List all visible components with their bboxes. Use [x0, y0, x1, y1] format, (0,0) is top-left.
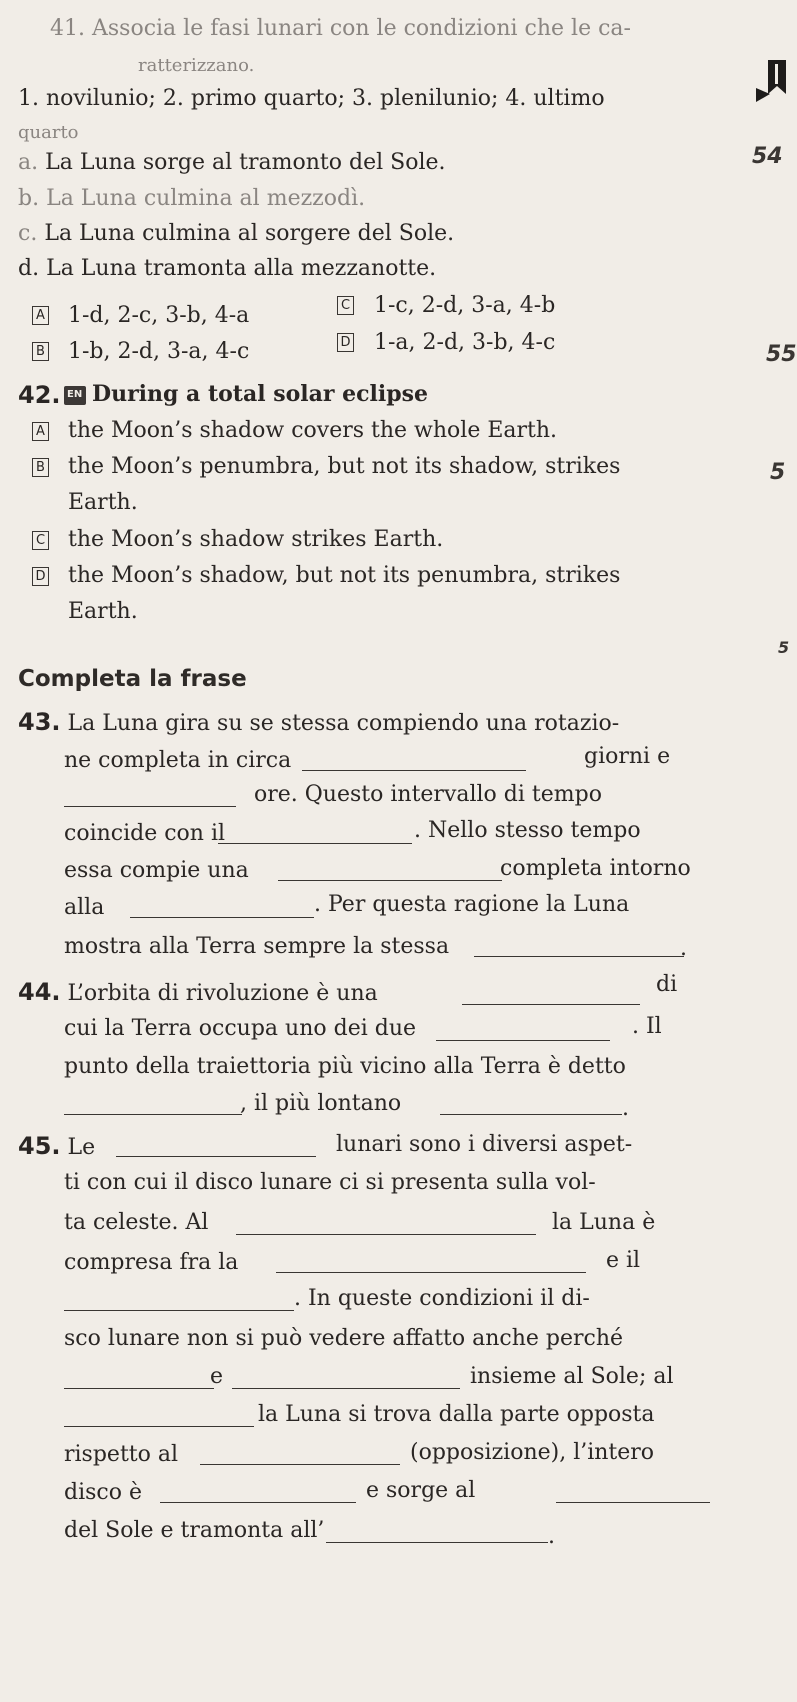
option-box-a[interactable]: A [32, 306, 49, 325]
q42-title: During a total solar eclipse [92, 381, 429, 407]
icon-label: EN [67, 389, 83, 400]
q44-text: L’orbita di rivoluzione è una [67, 981, 378, 1006]
q41-item-d [18, 258, 436, 280]
item-letter: b. [18, 186, 40, 211]
q45-line11a: del Sole e tramonta all’ [64, 1518, 325, 1543]
margin-page-number: 5 [770, 460, 786, 485]
q41-option-c-text: 1-c, 2-d, 3-a, 4-b [374, 293, 556, 318]
q42-option-box-c[interactable]: C [32, 531, 49, 550]
q45-line4a: compresa fra la [64, 1250, 239, 1275]
q43-line2b: giorni e [584, 744, 671, 769]
q42-option-d-line1: the Moon’s shadow, but not its penumbra, strikes [68, 563, 621, 588]
q43-line1 [18, 710, 619, 735]
section-title: Completa la frase [18, 666, 247, 692]
q43-line7a: mostra alla Terra sempre la stessa [64, 934, 450, 959]
blank-field[interactable] [64, 1426, 254, 1427]
q43-line6b: . Per questa ragione la Luna [314, 892, 630, 917]
item-text: La Luna culmina al sorgere del Sole. [44, 221, 455, 246]
q44-line2a: cui la Terra occupa uno dei due [64, 1016, 417, 1041]
margin-page-number: 5 [778, 638, 790, 657]
q42-option-a-text: the Moon’s shadow covers the whole Earth. [68, 418, 558, 443]
q45-line6: sco lunare non si può vedere affatto anche perché [64, 1326, 624, 1351]
q44-number: 44. [18, 978, 61, 1006]
q45-line7b: insieme al Sole; al [470, 1364, 674, 1389]
q41-option-d-text: 1-a, 2-d, 3-b, 4-c [374, 330, 556, 355]
blank-field[interactable] [64, 1388, 214, 1389]
q45-line3a: ta celeste. Al [64, 1210, 209, 1235]
blank-field[interactable] [200, 1464, 400, 1465]
item-letter: d. [18, 256, 40, 281]
triangle-mark-icon [756, 88, 772, 104]
q45-line9b: (opposizione), l’intero [410, 1440, 655, 1465]
q41-intro-line2: ratterizzano. [138, 55, 255, 76]
q41-intro-faded: 41. Associa le fasi lunari con le condizioni che le ca- [50, 16, 631, 41]
q41-phases-line2: quarto [18, 122, 79, 143]
q45-line9a: rispetto al [64, 1442, 179, 1467]
q45-line1a [18, 1134, 95, 1159]
q42-number: 42. [18, 381, 61, 409]
option-box-d[interactable]: D [337, 333, 354, 352]
q45-text: Le [67, 1135, 96, 1160]
q41-option-a-text: 1-d, 2-c, 3-b, 4-a [68, 303, 250, 328]
q43-line5b: completa intorno [500, 856, 691, 881]
blank-field[interactable] [64, 806, 236, 807]
q43-line4a: coincide con il [64, 821, 226, 846]
blank-field[interactable] [130, 917, 314, 918]
q45-line2: ti con cui il disco lunare ci si presenta sulla vol- [64, 1170, 596, 1195]
q44-line2b: . Il [632, 1014, 662, 1039]
q45-line1b: lunari sono i diversi aspet- [336, 1132, 633, 1157]
q45-line8: la Luna si trova dalla parte opposta [258, 1402, 655, 1427]
q43-line5a: essa compie una [64, 858, 249, 883]
blank-field[interactable] [218, 843, 412, 844]
q41-option-b-text: 1-b, 2-d, 3-a, 4-c [68, 339, 250, 364]
blank-field[interactable] [276, 1272, 586, 1273]
q42-option-c-text: the Moon’s shadow strikes Earth. [68, 527, 444, 552]
option-box-c[interactable]: C [337, 296, 354, 315]
q42-option-box-d[interactable]: D [32, 567, 49, 586]
q41-item-b [18, 188, 365, 210]
blank-field[interactable] [236, 1234, 536, 1235]
q43-number: 43. [18, 708, 61, 736]
q43-line6a: alla [64, 895, 105, 920]
blank-field[interactable] [436, 1040, 610, 1041]
q45-line10b: e sorge al [366, 1478, 476, 1503]
item-text: La Luna culmina al mezzodì. [46, 186, 366, 211]
item-text: La Luna sorge al tramonto del Sole. [45, 150, 446, 175]
q41-item-a [18, 152, 446, 174]
english-flag-icon [64, 386, 86, 405]
q41-header [50, 18, 631, 40]
blank-field[interactable] [302, 770, 526, 771]
q43-line3: ore. Questo intervallo di tempo [254, 782, 602, 807]
q44-line3: punto della traiettoria più vicino alla Terra è detto [64, 1054, 626, 1079]
blank-field[interactable] [64, 1310, 294, 1311]
q43-line7b: . [680, 936, 687, 961]
q45-line5: . In queste condizioni il di- [294, 1286, 590, 1311]
q41-phases-line1: 1. novilunio; 2. primo quarto; 3. plenilunio; 4. ultimo [18, 86, 605, 111]
blank-field[interactable] [474, 956, 684, 957]
q42-option-box-a[interactable]: A [32, 422, 49, 441]
blank-field[interactable] [556, 1502, 710, 1503]
blank-field[interactable] [116, 1156, 316, 1157]
option-box-b[interactable]: B [32, 342, 49, 361]
q44-line1a [18, 980, 378, 1005]
q44-line1b: di [656, 972, 678, 997]
blank-field[interactable] [64, 1114, 242, 1115]
q44-line4a: , il più lontano [240, 1091, 402, 1116]
q42-option-d-line2: Earth. [68, 599, 138, 624]
q44-line4b: . [622, 1096, 629, 1121]
q45-line10a: disco è [64, 1480, 142, 1505]
item-text: La Luna tramonta alla mezzanotte. [46, 256, 437, 281]
blank-field[interactable] [462, 1004, 640, 1005]
q45-number: 45. [18, 1132, 61, 1160]
q45-line7a: e [210, 1364, 224, 1389]
blank-field[interactable] [232, 1388, 460, 1389]
q43-text: La Luna gira su se stessa compiendo una rotazio- [67, 711, 620, 736]
q43-line4b: . Nello stesso tempo [414, 818, 641, 843]
q41-item-c [18, 223, 454, 245]
blank-field[interactable] [440, 1114, 622, 1115]
q42-option-b-line1: the Moon’s penumbra, but not its shadow, strikes [68, 454, 621, 479]
q42-option-box-b[interactable]: B [32, 458, 49, 477]
q42-option-b-line2: Earth. [68, 490, 138, 515]
q45-line11b: . [548, 1524, 555, 1549]
blank-field[interactable] [160, 1502, 356, 1503]
q45-line4b: e il [606, 1248, 641, 1273]
item-letter: c. [18, 221, 38, 246]
blank-field[interactable] [278, 880, 502, 881]
margin-page-number: 54 [752, 144, 783, 169]
item-letter: a. [18, 150, 39, 175]
margin-page-number: 55 [766, 342, 797, 367]
q43-line2a: ne completa in circa [64, 748, 292, 773]
q45-line3b: la Luna è [552, 1210, 656, 1235]
blank-field[interactable] [326, 1542, 548, 1543]
